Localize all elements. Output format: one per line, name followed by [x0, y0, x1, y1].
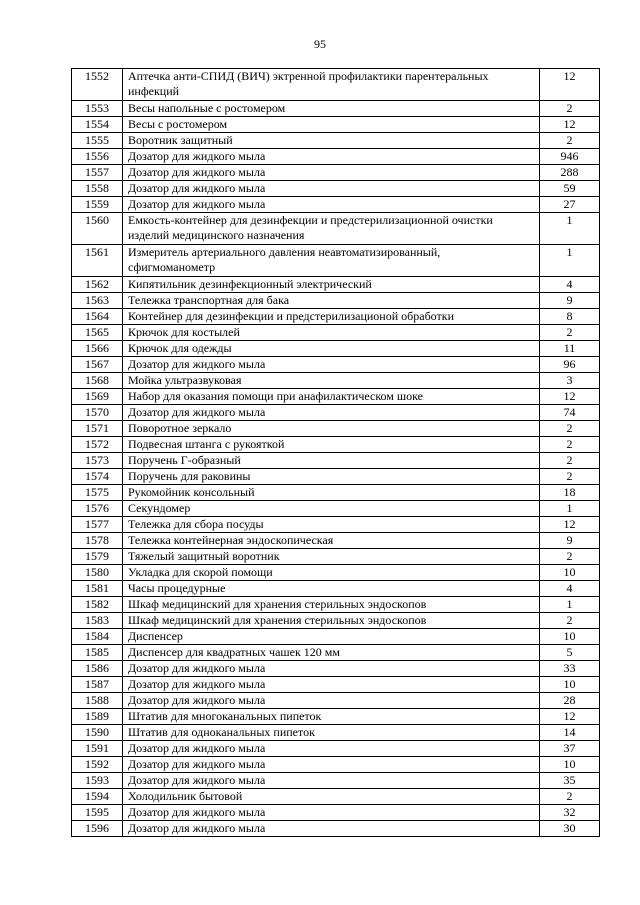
row-number: 1564	[72, 309, 123, 325]
item-quantity: 2	[540, 613, 600, 629]
row-number: 1592	[72, 757, 123, 773]
item-quantity: 37	[540, 741, 600, 757]
item-name: Дозатор для жидкого мыла	[123, 821, 540, 837]
item-quantity: 2	[540, 437, 600, 453]
item-name: Поручень для раковины	[123, 469, 540, 485]
row-number: 1593	[72, 773, 123, 789]
item-quantity: 10	[540, 677, 600, 693]
item-name: Шкаф медицинский для хранения стерильных эндоскопов	[123, 597, 540, 613]
item-name: Дозатор для жидкого мыла	[123, 805, 540, 821]
item-quantity: 2	[540, 325, 600, 341]
item-name: Подвесная штанга с рукояткой	[123, 437, 540, 453]
item-name: Крючок для костылей	[123, 325, 540, 341]
row-number: 1569	[72, 389, 123, 405]
item-quantity: 32	[540, 805, 600, 821]
table-row	[72, 725, 600, 741]
table-row	[72, 357, 600, 373]
item-quantity: 9	[540, 533, 600, 549]
item-quantity: 12	[540, 117, 600, 133]
item-quantity: 12	[540, 517, 600, 533]
item-name: Весы напольные с ростомером	[123, 101, 540, 117]
row-number: 1580	[72, 565, 123, 581]
item-quantity: 4	[540, 581, 600, 597]
item-name: Дозатор для жидкого мыла	[123, 181, 540, 197]
item-name: Измеритель артериального давления неавтоматизированный, сфигмоманометр	[123, 245, 540, 277]
item-name: Штатив для многоканальных пипеток	[123, 709, 540, 725]
table-row	[72, 213, 600, 245]
item-name: Тележка транспортная для бака	[123, 293, 540, 309]
row-number: 1565	[72, 325, 123, 341]
item-name: Набор для оказания помощи при анафилактическом шоке	[123, 389, 540, 405]
item-quantity: 4	[540, 277, 600, 293]
item-quantity: 288	[540, 165, 600, 181]
item-name: Дозатор для жидкого мыла	[123, 693, 540, 709]
table-row	[72, 421, 600, 437]
item-name: Дозатор для жидкого мыла	[123, 405, 540, 421]
table-row	[72, 661, 600, 677]
row-number: 1568	[72, 373, 123, 389]
item-name: Дозатор для жидкого мыла	[123, 165, 540, 181]
item-quantity: 2	[540, 789, 600, 805]
item-quantity: 14	[540, 725, 600, 741]
item-name: Диспенсер	[123, 629, 540, 645]
item-quantity: 33	[540, 661, 600, 677]
table-row	[72, 533, 600, 549]
item-quantity: 11	[540, 341, 600, 357]
item-name: Шкаф медицинский для хранения стерильных эндоскопов	[123, 613, 540, 629]
row-number: 1563	[72, 293, 123, 309]
table-row	[72, 69, 600, 101]
row-number: 1578	[72, 533, 123, 549]
row-number: 1561	[72, 245, 123, 277]
item-quantity: 10	[540, 565, 600, 581]
item-name: Часы процедурные	[123, 581, 540, 597]
row-number: 1594	[72, 789, 123, 805]
table-row	[72, 821, 600, 837]
table-row	[72, 341, 600, 357]
row-number: 1591	[72, 741, 123, 757]
table-row	[72, 597, 600, 613]
table-row	[72, 405, 600, 421]
item-name: Секундомер	[123, 501, 540, 517]
item-quantity: 1	[540, 213, 600, 245]
item-name: Холодильник бытовой	[123, 789, 540, 805]
row-number: 1560	[72, 213, 123, 245]
table-row	[72, 629, 600, 645]
table-row	[72, 373, 600, 389]
row-number: 1587	[72, 677, 123, 693]
item-name: Тяжелый защитный воротник	[123, 549, 540, 565]
row-number: 1588	[72, 693, 123, 709]
table-row	[72, 309, 600, 325]
table-row	[72, 773, 600, 789]
table-row	[72, 789, 600, 805]
item-quantity: 18	[540, 485, 600, 501]
item-name: Весы с ростомером	[123, 117, 540, 133]
item-quantity: 10	[540, 757, 600, 773]
table-row	[72, 613, 600, 629]
item-quantity: 59	[540, 181, 600, 197]
item-quantity: 12	[540, 389, 600, 405]
row-number: 1553	[72, 101, 123, 117]
item-quantity: 1	[540, 501, 600, 517]
table-row	[72, 565, 600, 581]
item-name: Штатив для одноканальных пипеток	[123, 725, 540, 741]
item-name: Воротник защитный	[123, 133, 540, 149]
table-row	[72, 165, 600, 181]
page-number: 95	[314, 37, 326, 51]
table-row	[72, 709, 600, 725]
item-name: Дозатор для жидкого мыла	[123, 357, 540, 373]
table-row	[72, 485, 600, 501]
item-name: Мойка ультразвуковая	[123, 373, 540, 389]
item-name: Поворотное зеркало	[123, 421, 540, 437]
item-name: Дозатор для жидкого мыла	[123, 661, 540, 677]
row-number: 1552	[72, 69, 123, 101]
item-quantity: 2	[540, 469, 600, 485]
row-number: 1585	[72, 645, 123, 661]
table-row	[72, 389, 600, 405]
row-number: 1590	[72, 725, 123, 741]
item-name: Аптечка анти-СПИД (ВИЧ) эктренной профилактики парентеральных инфекций	[123, 69, 540, 101]
table-row	[72, 101, 600, 117]
row-number: 1562	[72, 277, 123, 293]
item-name: Кипятильник дезинфекционный электрический	[123, 277, 540, 293]
table-row	[72, 693, 600, 709]
item-quantity: 28	[540, 693, 600, 709]
row-number: 1584	[72, 629, 123, 645]
table-row	[72, 757, 600, 773]
row-number: 1570	[72, 405, 123, 421]
item-quantity: 12	[540, 709, 600, 725]
item-quantity: 3	[540, 373, 600, 389]
table-row	[72, 517, 600, 533]
table-row	[72, 549, 600, 565]
item-quantity: 8	[540, 309, 600, 325]
row-number: 1571	[72, 421, 123, 437]
table-row	[72, 805, 600, 821]
item-name: Контейнер для дезинфекции и предстерилизационой обработки	[123, 309, 540, 325]
table-row	[72, 293, 600, 309]
row-number: 1582	[72, 597, 123, 613]
row-number: 1576	[72, 501, 123, 517]
table-row	[72, 453, 600, 469]
item-quantity: 9	[540, 293, 600, 309]
table-row	[72, 437, 600, 453]
item-name: Тележка контейнерная эндоскопическая	[123, 533, 540, 549]
table-row	[72, 469, 600, 485]
item-quantity: 12	[540, 69, 600, 101]
items-table-body	[72, 69, 600, 837]
item-quantity: 2	[540, 549, 600, 565]
row-number: 1557	[72, 165, 123, 181]
row-number: 1572	[72, 437, 123, 453]
row-number: 1567	[72, 357, 123, 373]
item-name: Дозатор для жидкого мыла	[123, 757, 540, 773]
row-number: 1586	[72, 661, 123, 677]
table-row	[72, 277, 600, 293]
items-table	[71, 68, 600, 837]
item-quantity: 2	[540, 133, 600, 149]
table-row	[72, 581, 600, 597]
row-number: 1589	[72, 709, 123, 725]
table-row	[72, 325, 600, 341]
row-number: 1559	[72, 197, 123, 213]
item-name: Дозатор для жидкого мыла	[123, 677, 540, 693]
item-quantity: 96	[540, 357, 600, 373]
item-quantity: 5	[540, 645, 600, 661]
item-name: Дозатор для жидкого мыла	[123, 773, 540, 789]
item-quantity: 30	[540, 821, 600, 837]
item-quantity: 2	[540, 101, 600, 117]
row-number: 1596	[72, 821, 123, 837]
item-name: Крючок для одежды	[123, 341, 540, 357]
table-row	[72, 741, 600, 757]
row-number: 1581	[72, 581, 123, 597]
item-name: Укладка для скорой помощи	[123, 565, 540, 581]
row-number: 1575	[72, 485, 123, 501]
table-row	[72, 133, 600, 149]
item-name: Диспенсер для квадратных чашек 120 мм	[123, 645, 540, 661]
table-row	[72, 181, 600, 197]
table-row	[72, 149, 600, 165]
table-row	[72, 117, 600, 133]
item-name: Емкость-контейнер для дезинфекции и предстерилизационной очистки изделий медицинского назначения	[123, 213, 540, 245]
row-number: 1595	[72, 805, 123, 821]
row-number: 1566	[72, 341, 123, 357]
item-quantity: 74	[540, 405, 600, 421]
item-name: Тележка для сбора посуды	[123, 517, 540, 533]
table-row	[72, 645, 600, 661]
item-quantity: 1	[540, 597, 600, 613]
table-row	[72, 197, 600, 213]
item-name: Дозатор для жидкого мыла	[123, 149, 540, 165]
item-name: Дозатор для жидкого мыла	[123, 197, 540, 213]
row-number: 1555	[72, 133, 123, 149]
item-quantity: 35	[540, 773, 600, 789]
row-number: 1573	[72, 453, 123, 469]
table-row	[72, 677, 600, 693]
row-number: 1579	[72, 549, 123, 565]
item-name: Поручень Г-образный	[123, 453, 540, 469]
item-quantity: 10	[540, 629, 600, 645]
item-quantity: 27	[540, 197, 600, 213]
row-number: 1556	[72, 149, 123, 165]
item-name: Рукомойник консольный	[123, 485, 540, 501]
row-number: 1577	[72, 517, 123, 533]
item-quantity: 2	[540, 421, 600, 437]
table-row	[72, 245, 600, 277]
row-number: 1583	[72, 613, 123, 629]
row-number: 1558	[72, 181, 123, 197]
table-row	[72, 501, 600, 517]
item-quantity: 946	[540, 149, 600, 165]
row-number: 1554	[72, 117, 123, 133]
item-quantity: 2	[540, 453, 600, 469]
item-name: Дозатор для жидкого мыла	[123, 741, 540, 757]
row-number: 1574	[72, 469, 123, 485]
item-quantity: 1	[540, 245, 600, 277]
